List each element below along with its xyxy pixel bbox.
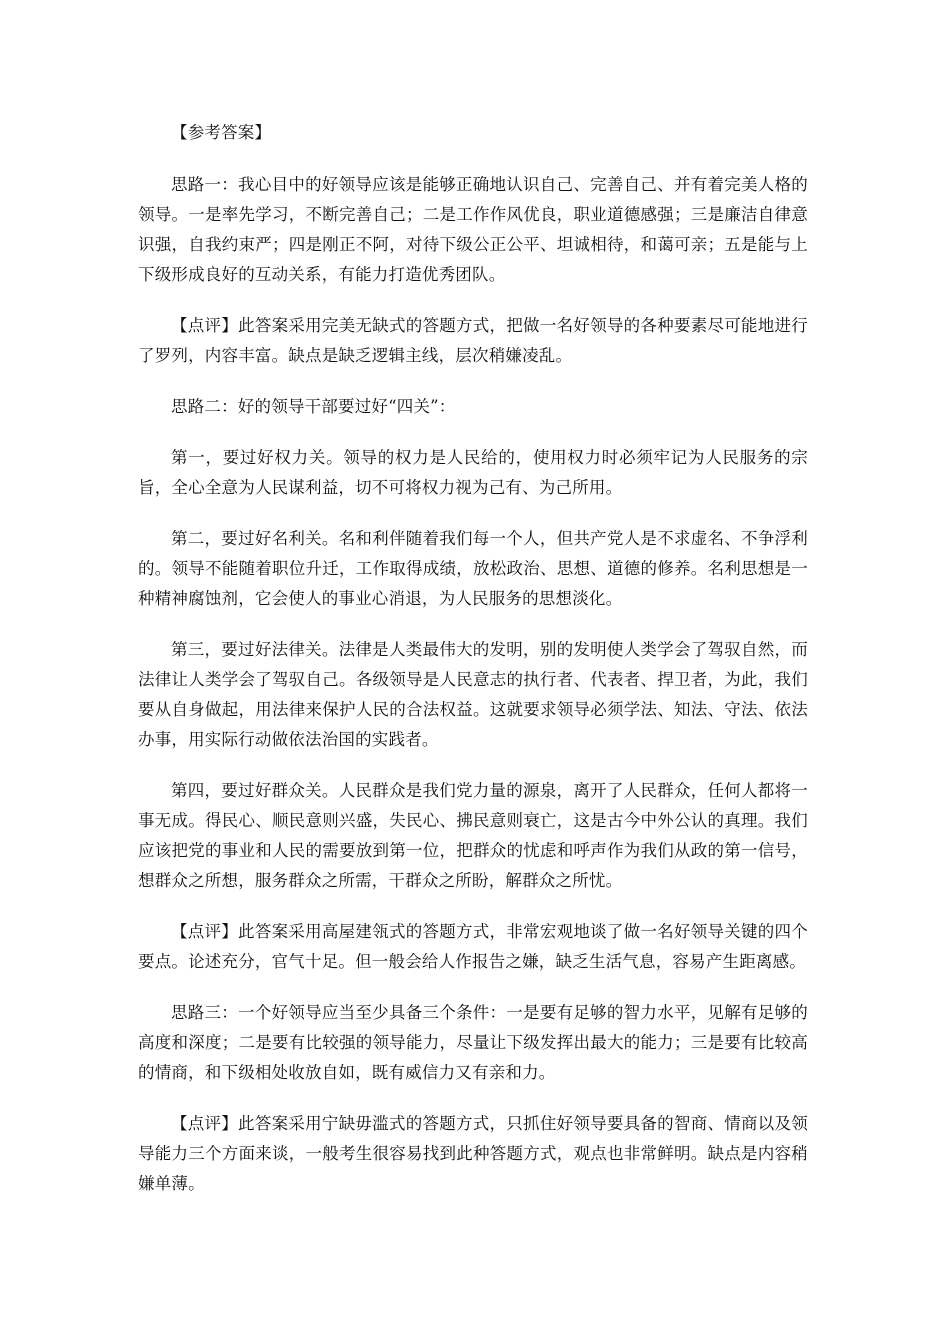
comment-two-paragraph: 【点评】此答案采用高屋建瓴式的答题方式，非常宏观地谈了做一名好领导关键的四个要点。论述充分，官气十足。但一般会给人作报告之嫌，缺乏生活气息，容易产生距离感。	[138, 922, 808, 971]
idea-two-intro: 思路二：好的领导干部要过好“四关”：	[171, 397, 456, 416]
idea-one-paragraph: 思路一：我心目中的好领导应该是能够正确地认识自己、完善自己、并有着完美人格的领导。一是率先学习，不断完善自己；二是工作作风优良，职业道德感强；三是廉洁自律意识强，自我约束严；四是刚正不阿，对待下级公正公平、坦诚相待，和蔼可亲；五是能与上下级形成良好的互动关系，有能力打造优秀团队。	[138, 175, 808, 284]
comment-one-paragraph: 【点评】此答案采用完美无缺式的答题方式，把做一名好领导的各种要素尽可能地进行了罗列，内容丰富。缺点是缺乏逻辑主线，层次稍嫌凌乱。	[138, 316, 808, 365]
document-page	[138, 118, 808, 1220]
comment-three-paragraph: 【点评】此答案采用宁缺毋滥式的答题方式，只抓住好领导要具备的智商、情商以及领导能力三个方面来谈，一般考生很容易找到此种答题方式，观点也非常鲜明。缺点是内容稍嫌单薄。	[138, 1114, 808, 1193]
idea-three-paragraph: 思路三：一个好领导应当至少具备三个条件：一是要有足够的智力水平，见解有足够的高度和深度；二是要有比较强的领导能力，尽量让下级发挥出最大的能力；三是要有比较高的情商，和下级相处收放自如，既有威信力又有亲和力。	[138, 1003, 808, 1082]
law-gate-paragraph: 第三，要过好法律关。法律是人类最伟大的发明，别的发明使人类学会了驾驭自然，而法律让人类学会了驾驭自己。各级领导是人民意志的执行者、代表者、捍卫者，为此，我们要从自身做起，用法律来保护人民的合法权益。这就要求领导必须学法、知法、守法、依法办事，用实际行动做依法治国的实践者。	[138, 640, 808, 749]
fame-gate-paragraph: 第二，要过好名利关。名和利伴随着我们每一个人，但共产党人是不求虚名、不争浮利的。领导不能随着职位升迁，工作取得成绩，放松政治、思想、道德的修养。名利思想是一种精神腐蚀剂，它会使人的事业心消退，为人民服务的思想淡化。	[138, 529, 808, 608]
masses-gate-paragraph: 第四，要过好群众关。人民群众是我们党力量的源泉，离开了人民群众，任何人都将一事无成。得民心、顺民意则兴盛，失民心、拂民意则衰亡，这是古今中外公认的真理。我们应该把党的事业和人民的需要放到第一位，把群众的忧虑和呼声作为我们从政的第一信号，想群众之所想，服务群众之所需，干群众之所盼，解群众之所忧。	[138, 781, 808, 890]
answer-heading: 【参考答案】	[171, 123, 272, 142]
power-gate-paragraph: 第一，要过好权力关。领导的权力是人民给的，使用权力时必须牢记为人民服务的宗旨，全心全意为人民谋利益，切不可将权力视为己有、为己所用。	[138, 448, 808, 497]
